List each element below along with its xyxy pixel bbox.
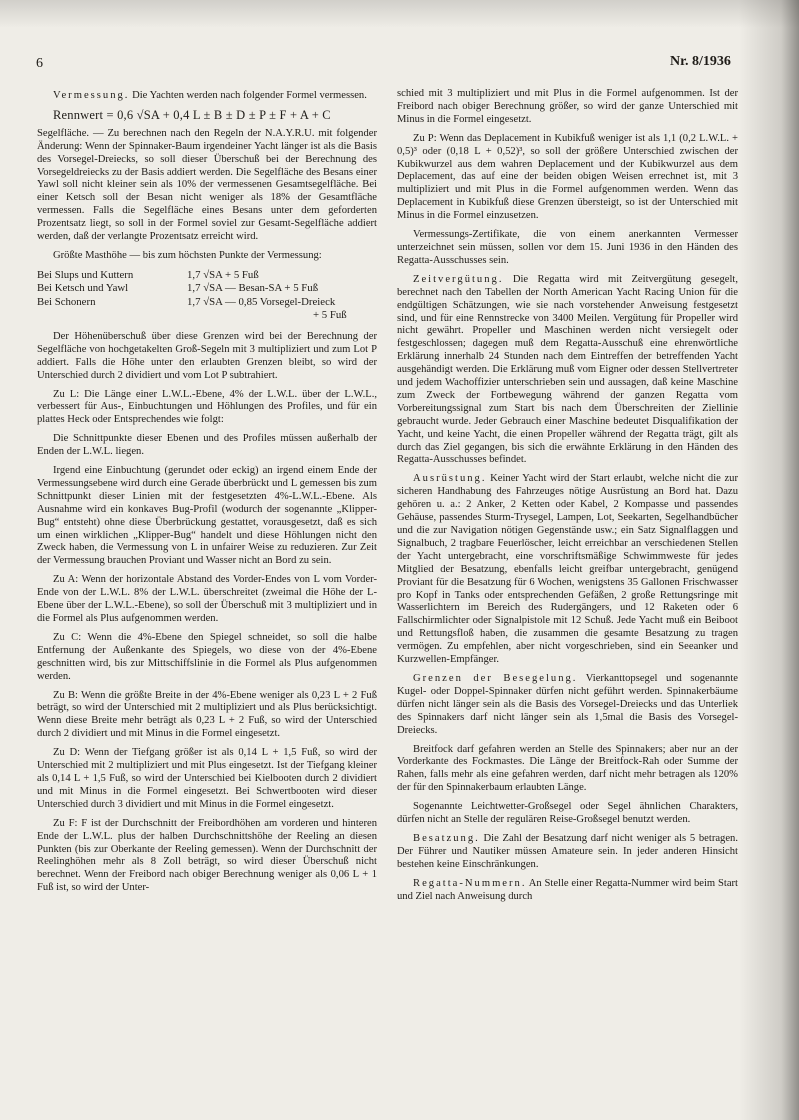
paragraph-text: Die Zahl der Besatzung darf nicht weniger als 5 betragen. Der Führer und Nautiker müssen Amateure sein. In jeder anderen Hinsicht bestehen keine Einschränkungen. <box>397 832 738 870</box>
mast-row-value: 1,7 √SA + 5 Fuß <box>187 268 259 281</box>
section-term-zeitverguetung: Zeitvergütung. <box>413 273 504 285</box>
section-term-besatzung: Besatzung. <box>413 832 480 844</box>
paragraph-freibord-continuation: schied mit 3 multipliziert und mit Plus in die Formel aufgenommen. Ist der Freibord nach obiger Berechnung größer, so wird der ganze Unterschied mit Minus in die Formel eingesetzt. <box>397 88 738 125</box>
paragraph-text: An Stelle einer Regatta-Nummer wird beim Start und Ziel nach Anweisung durch <box>397 877 738 902</box>
right-column <box>397 88 738 909</box>
paragraph-besegelung <box>397 673 738 738</box>
paragraph-zu-f: Zu F: F ist der Durchschnitt der Freibordhöhen am vorderen und hinteren Ende der L.W.L. plus der halben Durchschnittshöhe der Reeling an diesen Punkten (bis zur Oberkante der Reeling gemessen). Wenn der Durchschnitt der Reelinghöhen mehr als 8 Zoll beträgt, so wird dieser Überschuß nicht berechnet. Wenn der Freibord nach obiger Berechnung weniger als 0,06 L + 1 Fuß ist, so wird der Unter- <box>37 817 377 894</box>
paragraph-zu-b: Zu B: Wenn die größte Breite in der 4%-Ebene weniger als 0,23 L + 2 Fuß beträgt, so wird der Unterschied mit 2 multipliziert und als Plus berücksichtigt. Wenn diese Breite mehr beträgt als 0,23 L + 2 Fuß, so wird der Unterschied durch 2 dividiert und mit Minus in die Formel eingesetzt. <box>37 689 377 740</box>
paragraph-breitfock: Breitfock darf gefahren werden an Stelle des Spinnakers; aber nur an der Vorderkante des Fockmastes. Die Länge der Breitfock-Rah oder Summe der Rahen, falls mehr als eine gefahren werden, darf nicht mehr betragen als 120% der für den Spinnakerbaum erlaubten Länge. <box>397 743 738 794</box>
paragraph-zu-l: Zu L: Die Länge einer L.W.L.-Ebene, 4% der L.W.L. über der L.W.L., verbessert für Aus-, Einbuchtungen und Höhlungen des Profiles, und für ein plattes Heck oder Entsprechendes wie folgt: <box>37 388 377 426</box>
paragraph-text: Keiner Yacht wird der Start erlaubt, welche nicht die zur sicheren Handhabung des Fahrzeuges nötige Ausrüstung an Bord hat. Dazu gehören u. a.: 2 Anker, 2 Ketten oder Kabel, 2 Kompasse und passendes Gehäuse, passendes Sturm-Trysegel, Lampen, Lot, Seekarten, Segelhandbücher und die zur Navigation nötigen Gegenstände usw.; ein Satz Signalflaggen und Signalbuch, 2 tragbare Feuerlöscher, leicht erreichbar an verschiedenen Stellen der Yacht untergebracht, eine vorschriftsmäßige Schwimmweste für jedes Mitglied der Besatzung, ebenfalls leicht greifbar untergebracht, genügend Proviant für die Besatzung für 6 Wochen, wenigstens 35 Gallonen Frischwasser pro Kopf in Tanks oder entsprechenden Gefäßen, 2 große Rettungsringe mit Wasserlichtern im Bereich des Rudergängers, und 12 Raketen oder 6 Fallschirmlichter oder Signalpistole mit 12 Schuß. Jede Yacht muß ein Beiboot und Rettungsfloß haben, die zusammen die gesamte Besatzung zu tragen vermögen. Zu empfehlen, aber nicht vorgeschrieben, sind ein Seeanker und Kurzwellen-Empfänger. <box>397 473 738 666</box>
mast-row-continuation <box>37 309 377 323</box>
paragraph-zu-p: Zu P: Wenn das Deplacement in Kubikfuß weniger ist als 1,1 (0,2 L.W.L. + 0,5)³ oder (0,18 L + 0,52)³, so soll der größere Unterschied zwischen der Kubikwurzel aus dem wahren Deplacement und der Kubikwurzel aus dem Deplacement, das auf eine der beiden obigen Weisen errechnet ist, mit 3 multipliziert und mit Plus in die Formel aufgenommen werden. Wenn das Deplacement in Kubikfuß diese Grenzen übersteigt, so ist der Unterschied mit Minus in die Formel einzusetzen. <box>397 132 738 222</box>
formula-rennwert: Rennwert = 0,6 √SA + 0,4 L ± B ± D ± P ± F + A + C <box>53 107 331 122</box>
mast-row-value: 1,7 √SA — Besan-SA + 5 Fuß <box>187 282 319 295</box>
paragraph-hoehenueberschuss: Der Höhenüberschuß über diese Grenzen wird bei der Berechnung der Segelfläche von hochgetakelten Groß-Segeln mit 3 multipliziert und zum Lot P addiert. Falls die Höhe unter den erlaubten Grenzen bleibt, so wird der Unterschied durch 2 dividiert und vom Lot P subtrahiert. <box>37 330 377 381</box>
mast-row <box>37 296 377 310</box>
left-column <box>37 90 377 901</box>
paragraph-zu-a: Zu A: Wenn der horizontale Abstand des Vorder-Endes von L vom Vorder-Ende von der L.W.L. 8% der L.W.L. überschreitet (zweimal die Höhe der L-Ebene über der L.W.L.-Ebene), so soll der Überschuß mit 3 multipliziert und in die Formel als Plus aufgenommen werden. <box>37 574 377 624</box>
paragraph-ausruestung <box>397 473 738 667</box>
page-edge-shadow-top <box>0 0 799 28</box>
section-term-regatta-nummern: Regatta-Nummern. <box>413 877 527 889</box>
paragraph-einbuchtung: Irgend eine Einbuchtung (gerundet oder eckig) an irgend einem Ende der Vermessungsebene wird durch eine Gerade überbrückt und L gemessen bis zum Schnittpunkt dieser Linien mit der festgesetzten 4%-L.W.L.-Ebene. Als Ausnahme wird ein konkaves Bug-Profil (wodurch der sogenannte „Klipper-Bug“ entsteht) ohne diese Überbrückung gestattet, vorausgesetzt, daß es sich um einen wirklichen „Klipper-Bug“ handelt und diese Höhlungen nicht den Zweck haben, die Vermessung von L in unfairer Weise zu reduzieren. Zur Zeit der Vermessung brauchen Proviant und Wasser nicht an Bord zu sein. <box>37 465 377 567</box>
paragraph-text: Vierkanttopsegel und sogenannte Kugel- oder Doppel-Spinnaker dürfen nicht geführt werden. Spinnakerbäume dürfen nicht länger sein als die Basis des Vorsegel-Dreiecks und das Unterliek des Spinnakers darf nicht länger sein als 1,5mal die Basis des Vorsegel-Dreiecks. <box>397 672 738 736</box>
mast-row-label: Bei Ketsch und Yawl <box>37 282 129 295</box>
mast-row <box>37 282 377 296</box>
mast-row-value: + 5 Fuß <box>313 309 347 322</box>
paragraph-besatzung <box>397 833 738 872</box>
paragraph-schnittpunkte: Die Schnittpunkte dieser Ebenen und des Profiles müssen außerhalb der Enden der L.W.L. liegen. <box>37 433 377 458</box>
paragraph-text: Die Yachten werden nach folgender Formel vermessen. <box>129 90 367 101</box>
page-number: 6 <box>36 56 43 71</box>
paragraph-zu-d: Zu D: Wenn der Tiefgang größer ist als 0,14 L + 1,5 Fuß, so wird der Unterschied mit 2 multipliziert und mit Plus eingesetzt. Ist der Tiefgang kleiner als 0,14 L + 1,5 Fuß, so wird der Unterschied bei Kielbooten durch 2 dividiert und mit Minus in die Formel eingesetzt. Bei Schwertbooten wird dieser Unterschied durch 3 dividiert und mit Minus in die Formel eingesetzt. <box>37 747 377 810</box>
paragraph-regatta-nummern <box>397 878 738 904</box>
section-term-besegelung: Grenzen der Besegelung. <box>413 672 578 684</box>
section-term-ausruestung: Ausrüstung. <box>413 473 487 485</box>
mast-height-table <box>37 269 377 323</box>
mast-row-value: 1,7 √SA — 0,85 Vorsegel-Dreieck <box>187 295 336 308</box>
paragraph-leichtwetter: Sogenannte Leichtwetter-Großsegel oder Segel ähnlichen Charakters, dürfen nicht an Stelle der regulären Reise-Großsegel benutzt werden. <box>397 801 738 826</box>
mast-row-label: Bei Schonern <box>37 295 96 308</box>
paragraph-vermessung <box>37 90 377 103</box>
paragraph-text: Die Regatta wird mit Zeitvergütung gesegelt, berechnet nach den Tabellen der North American Yacht Racing Union für die endgültigen Schätzungen, wie sie nach vorstehender Anweisung festgesetzt sind, und für eine Rennstrecke von 3400 Meilen. Vergütung für Propeller wird nicht gewährt. Propeller und Maschinen werden nicht versiegelt oder festgeschlossen; dagegen muß dem Regatta-Ausschuß eine ehrenwörtliche Erklärung innerhalb 24 Stunden nach dem Eintreffen der betreffenden Yacht ausgehändigt werden. Die Erklärung muß vom Eigner oder dessen Stellvertreter und jedem Wachoffizier unterschrieben sein und aussagen, daß keine Maschine zum Zweck der Fortbewegung während der ganzen Regatta vom Vorbereitungssignal zum Start bis nach dem Überschreiten der Ziellinie gebraucht wurde. Jeder Gebrauch einer Maschine bedeutet Disqualifikation der Yacht, und keine Yacht, die einen Propeller während der Regatta trägt, gilt als durch das Ziel gegangen, bis sich die erwähnte Erklärung in den Händen des Regatta-Ausschusses befindet. <box>397 273 738 466</box>
paragraph-zeitverguetung <box>397 274 738 468</box>
paragraph-masthoehe: Größte Masthöhe — bis zum höchsten Punkte der Vermessung: <box>53 249 322 261</box>
paragraph-zu-c: Zu C: Wenn die 4%-Ebene den Spiegel schneidet, so soll die halbe Entfernung der Außenkante des Spiegels, wo diese von der 4%-Ebene geschnitten wird, bis zur Mittschiffslinie in die Formel als Plus aufgenommen werden. <box>37 631 377 682</box>
page-edge-shadow-right <box>739 0 799 1120</box>
mast-row-label: Bei Slups und Kuttern <box>37 268 134 281</box>
issue-number: Nr. 8/1936 <box>670 54 731 69</box>
paragraph-segelflaeche: Segelfläche. — Zu berechnen nach den Regeln der N.A.Y.R.U. mit folgender Änderung: Wenn der Spinnaker-Baum irgendeiner Yacht länger ist als die Basis des Vorsegel-Dreiecks, so soll dieser Überschuß bei der Berechnung des Vorsegeldreiecks zu der Basis addiert werden. Die Segelfläche des Besans einer Yawl soll nicht kleiner sein als 10% der vermessenen Gesamtsegelfläche. Bei einer Ketsch soll der Besan nicht weniger als 18% der Gesamtfläche vermessen. Falls die Segelfläche eines Besans unter dem geforderten Prozentsatz liegt, so soll in der Formel soviel zur Gesamt-Segelfläche addiert werden, daß der verlangte Prozentsatz erreicht wird. <box>37 127 377 243</box>
paragraph-zertifikate: Vermessungs-Zertifikate, die von einem anerkannten Vermesser unterzeichnet sein müssen, sollen vor dem 15. Juni 1936 in den Händen des Regatta-Ausschusses sein. <box>397 229 738 266</box>
mast-row <box>37 269 377 283</box>
section-term-vermessung: Vermessung. <box>53 90 130 101</box>
